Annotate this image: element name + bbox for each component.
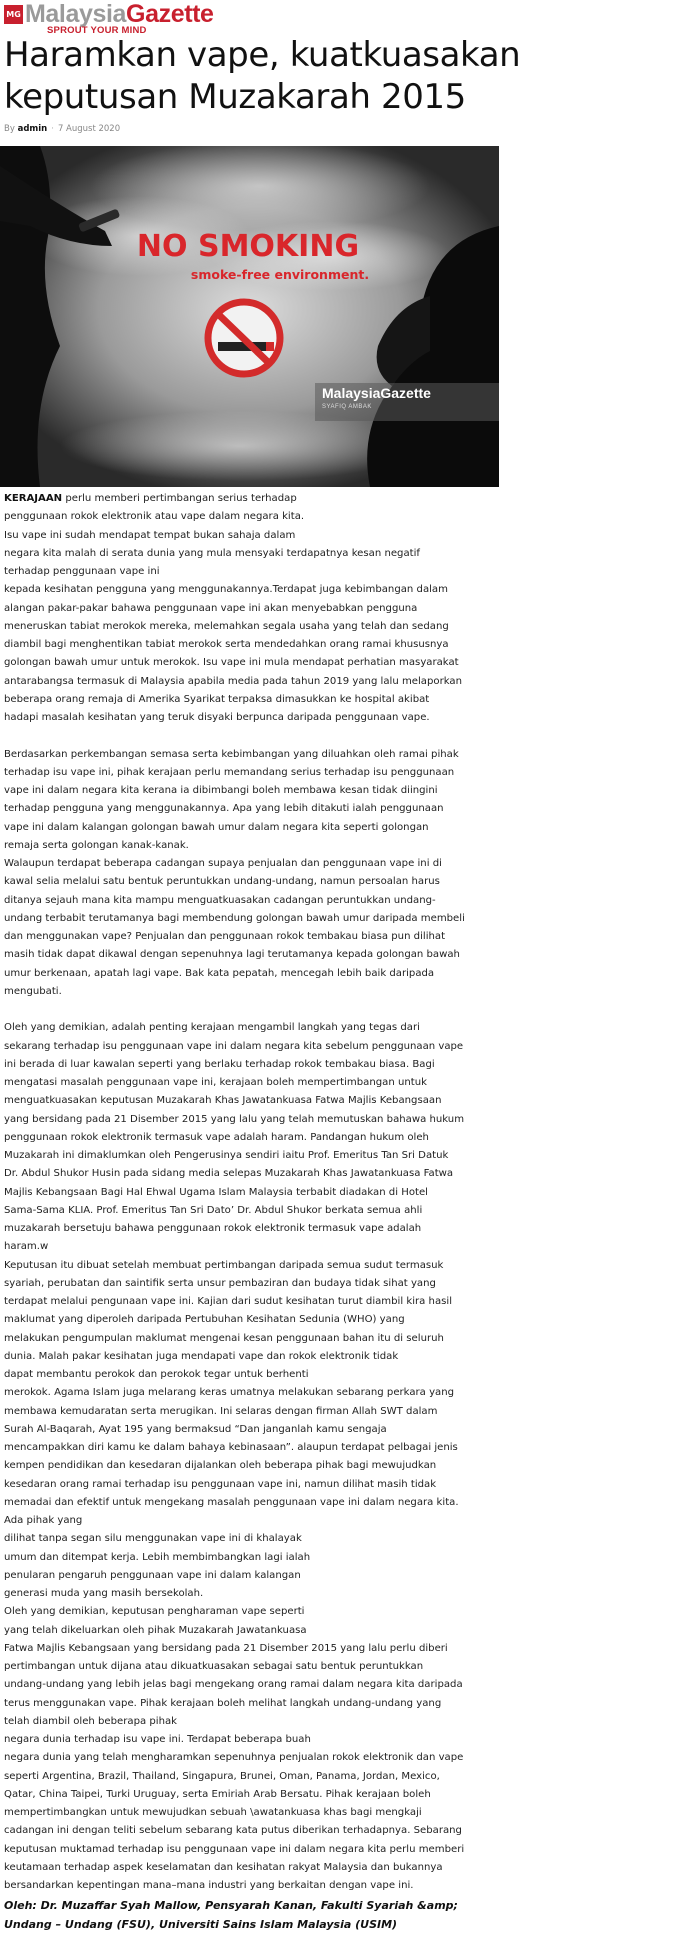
body-line: umur berkenaan, apatah lagi vape. Bak kata pepatah, mencegah lebih baik daripada (4, 967, 435, 979)
body-line: undang terbabit terutamanya bagi membendung golongan bawah umur daripada membeli (4, 912, 465, 924)
logo-badge-icon: MG (4, 5, 23, 24)
body-line: terhadap penggunaan vape ini (4, 566, 160, 577)
paragraph-gap (4, 727, 494, 745)
body-line: negara kita malah di serata dunia yang mula mensyaki terdapatnya kesan negatif (4, 547, 420, 559)
body-line: Dr. Abdul Shukor Husin pada sidang media selepas Muzakarah Khas Jawatankuasa Fatwa (4, 1168, 454, 1180)
body-line: Sama-Sama KLIA. Prof. Emeritus Tan Sri Dato’ Dr. Abdul Shukor berkata semua ahli (4, 1204, 423, 1216)
sign-heading: NO SMOKING (136, 229, 360, 264)
body-line: kempen pendidikan dan kesedaran dijalankan oleh beberapa pihak bagi mewujudkan (4, 1460, 437, 1472)
body-line: mempertimbangkan untuk mewujudkan sebuah \awatankuasa khas bagi mengkaji (4, 1807, 422, 1818)
byline-separator: · (51, 124, 54, 134)
body-line: diambil bagi menghentikan tabiat merokok serta mendedahkan orang ramai khususnya (4, 639, 449, 650)
body-line: keutamaan terhadap aspek keselamatan dan kesihatan rakyat Malaysia dan bukannya (4, 1861, 443, 1873)
body-line: Keputusan itu dibuat setelah membuat pertimbangan daripada semua sudut termasuk (4, 1259, 444, 1271)
body-line: mengatasi masalah penggunaan vape ini, kerajaan boleh mempertimbangan untuk (4, 1077, 427, 1088)
body-line: mengubati. (4, 985, 62, 997)
body-line: KERAJAAN perlu memberi pertimbangan serius terhadap (4, 493, 297, 504)
sign-subtext: smoke-free environment. (190, 267, 370, 282)
body-line: Berdasarkan perkembangan semasa serta kebimbangan yang diluahkan oleh ramai pihak (4, 748, 459, 760)
body-line: dunia. Malah pakar kesihatan juga mendapati vape dan rokok elektronik tidak (4, 1350, 399, 1362)
body-line: penularan pengaruh penggunaan vape ini dalam kalangan (4, 1569, 301, 1581)
body-line: haram.w (4, 1241, 49, 1253)
brand-name-part2: Gazette (126, 0, 214, 28)
lead-word: KERAJAAN (4, 493, 63, 504)
body-line: yang telah dikeluarkan oleh pihak Muzakarah Jawatankuasa (4, 1624, 307, 1636)
body-line: Walaupun terdapat beberapa cadangan supaya penjualan dan penggunaan vape ini di (4, 858, 442, 869)
body-line: Qatar, China Taipei, Turki Uruguay, serta Emiriah Arab Bersatu. Pihak kerajaan boleh (4, 1788, 431, 1800)
body-line: vape ini dalam negara kita kerana ia dibimbangi boleh membawa kesan tidak diingini (4, 785, 438, 796)
body-line: pertimbangan untuk dijana atau dikuatkuasakan sebagai satu bentuk peruntukkan (4, 1661, 424, 1672)
author-credit-line: Oleh: Dr. Muzaffar Syah Mallow, Pensyarah Kanan, Fakulti Syariah &amp; (4, 1899, 458, 1912)
body-line: melakukan pengumpulan maklumat mengenai kesan penggunaan bahan itu di seluruh (4, 1332, 444, 1344)
body-line: memadai dan efektif untuk mengekang masalah penggunaan vape ini dalam negara kita. (4, 1496, 459, 1508)
body-line: ditanya sejauh mana kita mampu menguatkuasakan cadangan peruntukkan undang- (4, 894, 436, 906)
body-line: terhadap isu vape ini, pihak kerajaan perlu memandang serius terhadap isu penggunaan (4, 766, 455, 778)
body-line: keputusan muktamad terhadap isu penggunaan vape ini dalam negara kita perlu memberi (4, 1843, 465, 1855)
body-line: terus menggunakan vape. Pihak kerajaan boleh melihat langkah undang-undang yang (4, 1697, 442, 1709)
body-line: Ada pihak yang (4, 1515, 83, 1526)
image-watermark: MalaysiaGazette (322, 385, 431, 401)
body-line: ini berada di luar kawalan seperti yang berlaku terhadap rokok tembakau biasa. Bagi (4, 1058, 435, 1070)
body-line: muzakarah bersetuju bahawa penggunaan rokok elektronik termasuk vape adalah (4, 1223, 422, 1234)
body-line: kesedaran orang ramai terhadap isu penggunaan vape ini, namun dilihat masih tidak (4, 1478, 437, 1490)
body-line: hadapi masalah kesihatan yang teruk disyaki berpunca daripada penggunaan vape. (4, 712, 430, 723)
body-line: negara dunia yang telah mengharamkan sepenuhnya penjualan rokok elektronik dan vape (4, 1752, 464, 1764)
body-line: Surah Al-Baqarah, Ayat 195 yang bermaksud “Dan janganlah kamu sengaja (4, 1423, 387, 1435)
site-tagline: SPROUT YOUR MIND (47, 25, 147, 36)
body-line: yang bersidang pada 21 Disember 2015 yang lalu yang telah memutuskan bahawa hukum (4, 1113, 465, 1125)
body-line: merokok. Agama Islam juga melarang keras umatnya melakukan sebarang perkara yang (4, 1387, 455, 1399)
body-line: umum dan ditempat kerja. Lebih membimbangkan lagi ialah (4, 1551, 311, 1563)
body-line: Isu vape ini sudah mendapat tempat bukan sahaja dalam (4, 529, 296, 541)
brand-name-part1: Malaysia (25, 0, 127, 28)
body-line: dan menggunakan vape? Penjualan dan penggunaan rokok tembakau biasa pun dilihat (4, 931, 446, 942)
author-credit-line: Undang – Undang (FSU), Universiti Sains Islam Malaysia (USIM) (4, 1918, 398, 1931)
body-line: kepada kesihatan pengguna yang menggunakannya.Terdapat juga kebimbangan dalam (4, 584, 448, 596)
site-logo[interactable] (4, 2, 214, 36)
body-line: Oleh yang demikian, keputusan pengharaman vape seperti (4, 1606, 305, 1618)
body-line: alangan pakar-pakar bahawa penggunaan vape ini akan menyebabkan pengguna (4, 602, 418, 614)
body-line: penggunaan rokok elektronik atau vape dalam negara kita. (4, 511, 305, 523)
brand-name (25, 2, 214, 27)
article-title: Haramkan vape, kuatkuasakan keputusan Muzakarah 2015 (4, 35, 521, 117)
body-line: telah diambil oleh beberapa pihak (4, 1715, 178, 1727)
no-smoking-photo (0, 146, 499, 487)
publish-date: 7 August 2020 (57, 124, 121, 134)
body-line: terdapat melalui pengunaan vape ini. Kajian dari sudut kesihatan turut diambil kira hasil (4, 1296, 453, 1307)
body-line: membawa kemudaratan serta merugikan. Ini selaras dengan firman Allah SWT dalam (4, 1405, 438, 1417)
body-line: masih tidak dapat dikawal dengan sepenuhnya lagi terutamanya kepada golongan bawah (4, 949, 460, 961)
featured-image (0, 146, 499, 487)
body-line: remaja serta golongan kanak-kanak. (4, 839, 189, 851)
body-line: Muzakarah ini dimaklumkan oleh Pengerusinya sendiri iaitu Prof. Emeritus Tan Sri Datuk (4, 1150, 449, 1161)
body-line: antarabangsa termasuk di Malaysia apabila media pada tahun 2019 yang lalu melaporkan (4, 675, 462, 687)
body-line: dilihat tanpa segan silu menggunakan vape ini di khalayak (4, 1533, 302, 1545)
body-line: Fatwa Majlis Kebangsaan yang bersidang pada 21 Disember 2015 yang lalu perlu diberi (4, 1642, 448, 1654)
body-line: seperti Argentina, Brazil, Thailand, Singapura, Brunei, Oman, Panama, Jordan, Mexico, (4, 1770, 440, 1782)
image-photo-credit: SYAFIQ AMBAK (322, 404, 372, 410)
body-line: negara dunia terhadap isu vape ini. Terdapat beberapa buah (4, 1734, 311, 1745)
body-line: beberapa orang remaja di Amerika Syarikat terpaksa dimasukkan ke hospital akibat (4, 693, 430, 705)
author-link[interactable]: admin (17, 124, 48, 134)
body-line: undang-undang yang lebih jelas bagi mengekang orang ramai dalam negara kita daripada (4, 1679, 463, 1691)
body-line: kawal selia melalui satu bentuk peruntukkan undang-undang, namun persoalan harus (4, 876, 440, 888)
body-line: terhadap pengguna yang menggunakannya. Apa yang lebih ditakuti ialah penggunaan (4, 803, 444, 815)
body-line: Majlis Kebangsaan Bagi Hal Ehwal Ugama Islam Malaysia terbabit diadakan di Hotel (4, 1186, 428, 1198)
body-line: Oleh yang demikian, adalah penting kerajaan mengambil langkah yang tegas dari (4, 1022, 420, 1034)
body-line: maklumat yang diperoleh daripada Pertubuhan Kesihatan Sedunia (WHO) yang (4, 1314, 405, 1326)
article-body (4, 490, 494, 1895)
article-byline (4, 124, 120, 134)
body-line: penggunaan rokok elektronik termasuk vape adalah haram. Pandangan hukum oleh (4, 1131, 429, 1143)
paragraph-gap (4, 1001, 494, 1019)
byline-prefix: By (4, 124, 15, 134)
body-line: menguatkuasakan keputusan Muzakarah Khas Jawatankuasa Fatwa Majlis Kebangsaan (4, 1095, 442, 1107)
body-line: mencampakkan diri kamu ke dalam bahaya kebinasaan”. alaupun terdapat pelbagai jenis (4, 1442, 458, 1453)
body-line: meneruskan tabiat merokok mereka, melemahkan segala usaha yang telah dan sedang (4, 620, 449, 632)
body-line: vape ini dalam kalangan golongan bawah umur dalam negara kita seperti golongan (4, 821, 429, 833)
author-credit (4, 1896, 504, 1934)
body-line: bersandarkan kepentingan mana–mana industri yang berkaitan dengan vape ini. (4, 1880, 414, 1891)
body-line: sekarang terhadap isu penggunaan vape ini dalam negara kita sebelum penggunaan vape (4, 1040, 464, 1052)
body-line: generasi muda yang masih bersekolah. (4, 1588, 204, 1599)
body-line: syariah, perubatan dan saintifik serta unsur pembaziran dan budaya tidak sihat yang (4, 1277, 436, 1289)
body-line: cadangan ini dengan teliti sebelum sebarang kata putus diberikan terhadapnya. Sebarang (4, 1825, 462, 1837)
body-line: golongan bawah umur untuk merokok. Isu vape ini mula mendapat perhatian masyarakat (4, 657, 459, 669)
body-line: dapat membantu perokok dan perokok tegar untuk berhenti (4, 1369, 309, 1380)
